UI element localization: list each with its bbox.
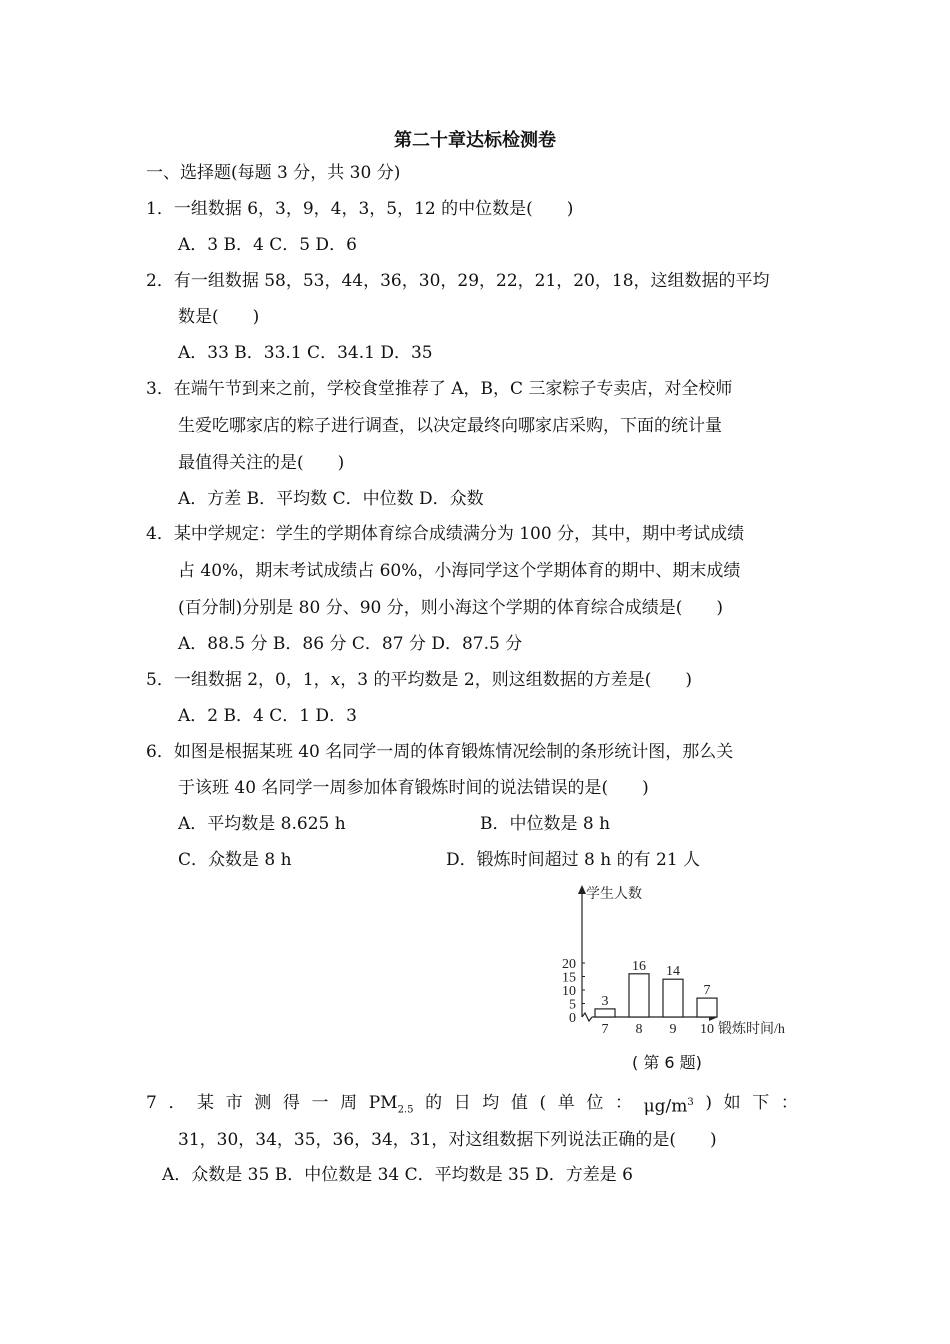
y-tick-label: 0 <box>569 1011 576 1026</box>
q5-options: A．2 B．4 C．1 D．3 <box>178 706 357 726</box>
y-tick-label: 5 <box>569 997 576 1013</box>
section-heading: 一、选择题(每题 3 分，共 30 分) <box>146 163 401 183</box>
x-tick-label: 7 <box>601 1022 609 1037</box>
q7-stem-part: ： <box>780 1093 798 1113</box>
q2-stem: 2．有一组数据 58，53，44，36，30，29，22，21，20，18，这组数据的平均 <box>146 271 770 291</box>
y-tick-label: 20 <box>562 957 576 972</box>
q1-options: A．3 B．4 C．5 D．6 <box>178 235 357 255</box>
y-tick-label: 10 <box>562 984 576 999</box>
q7-stem-part: 位 <box>586 1093 604 1113</box>
q7-stem-part: 如 <box>723 1093 741 1113</box>
q7-stem <box>146 1092 798 1121</box>
q7-stem-part: 某 <box>197 1093 215 1113</box>
x-axis-label: 锻炼时间/h <box>718 1022 785 1037</box>
q7-stem-part: ． <box>168 1093 186 1113</box>
q5-variable: x <box>330 670 341 690</box>
y-axis-arrow <box>578 885 586 894</box>
q7-stem-part: $\mu g/m^3$ <box>643 1096 694 1117</box>
bar-data-label: 3 <box>601 993 609 1009</box>
q6-option-d: D．锻炼时间超过 8 h 的有 21 人 <box>446 850 701 870</box>
x-tick-label: 10 <box>700 1022 714 1037</box>
q7-stem-part: 日 <box>453 1093 471 1113</box>
q7-stem-part: ： <box>614 1093 632 1113</box>
q7-stem-part: 的 <box>425 1093 443 1113</box>
q3-stem-cont: 生爱吃哪家店的粽子进行调查，以决定最终向哪家店采购，下面的统计量 <box>178 416 722 436</box>
q2-options: A．33 B．33.1 C．34.1 D．35 <box>178 343 433 363</box>
bar <box>663 979 683 1017</box>
bar-data-label: 14 <box>666 964 680 980</box>
q7-stem-part: $PM_{2.5}$ <box>368 1093 414 1116</box>
q7-stem-part: 得 <box>282 1093 300 1113</box>
q5-stem-a: 5．一组数据 2，0，1， <box>146 670 331 690</box>
q6-option-b: B．中位数是 8 h <box>480 814 611 834</box>
bar <box>697 998 717 1017</box>
q3-stem: 3．在端午节到来之前，学校食堂推荐了 A，B，C 三家粽子专卖店，对全校师 <box>146 379 733 399</box>
bar <box>629 974 649 1017</box>
q4-stem-cont2: (百分制)分别是 80 分、90 分，则小海这个学期的体育综合成绩是( ) <box>178 598 724 618</box>
q4-options: A．88.5 分 B．86 分 C．87 分 D．87.5 分 <box>178 634 523 654</box>
q7-stem-part: 7 <box>146 1093 157 1113</box>
q7-unit-superscript: 3 <box>687 1097 694 1108</box>
bar <box>595 1009 615 1017</box>
q5-stem-b: ，3 的平均数是 2，则这组数据的方差是( ) <box>340 670 692 690</box>
q4-stem: 4．某中学规定：学生的学期体育综合成绩满分为 100 分，其中，期中考试成绩 <box>146 524 745 544</box>
q6-option-a: A．平均数是 8.625 h <box>178 814 346 834</box>
q6-stem-cont: 于该班 40 名同学一周参加体育锻炼时间的说法错误的是( ) <box>178 778 649 798</box>
q7-stem-part: 周 <box>340 1093 358 1113</box>
q1-stem: 1．一组数据 6，3，9，4，3，5，12 的中位数是( ) <box>146 199 574 219</box>
x-axis-break <box>582 1013 592 1021</box>
q5-stem <box>146 669 692 691</box>
q7-options: A．众数是 35 B．中位数是 34 C．平均数是 35 D．方差是 6 <box>162 1165 633 1185</box>
x-tick-label: 8 <box>635 1022 643 1037</box>
q4-stem-cont: 占 40%，期末考试成绩占 60%，小海同学这个学期体育的期中、期末成绩 <box>178 561 741 581</box>
y-tick-label: 15 <box>562 970 576 986</box>
q6-bar-chart <box>552 880 812 1070</box>
q7-stem-part: 测 <box>254 1093 272 1113</box>
q7-stem-part: 单 <box>557 1093 575 1113</box>
q6-option-c: C．众数是 8 h <box>178 850 292 870</box>
y-axis-label: 学生人数 <box>586 887 642 902</box>
x-tick-label: 9 <box>669 1022 677 1037</box>
q7-stem-part: 下 <box>752 1093 770 1113</box>
q7-stem-part: 均 <box>482 1093 500 1113</box>
q7-stem-cont: 31，30，34，35，36，34，31，对这组数据下列说法正确的是( ) <box>178 1130 717 1150</box>
page-title: 第二十章达标检测卷 <box>394 130 556 151</box>
q6-caption: ( 第 6 题) <box>632 1053 702 1072</box>
q7-stem-part: ) <box>705 1093 712 1113</box>
q7-pm-subscript: 2.5 <box>397 1104 414 1116</box>
bar-data-label: 7 <box>703 983 711 999</box>
q2-stem-cont: 数是( ) <box>178 307 260 327</box>
q7-stem-part: ( <box>539 1093 547 1113</box>
q7-stem-part: 市 <box>225 1093 243 1113</box>
q7-stem-part: 值 <box>510 1093 528 1113</box>
q3-options: A．方差 B．平均数 C．中位数 D．众数 <box>178 489 484 509</box>
bar-data-label: 16 <box>632 958 646 974</box>
q6-stem: 6．如图是根据某班 40 名同学一周的体育锻炼情况绘制的条形统计图，那么关 <box>146 742 734 762</box>
q3-stem-cont2: 最值得关注的是( ) <box>178 453 345 473</box>
q7-stem-part: 一 <box>311 1093 329 1113</box>
